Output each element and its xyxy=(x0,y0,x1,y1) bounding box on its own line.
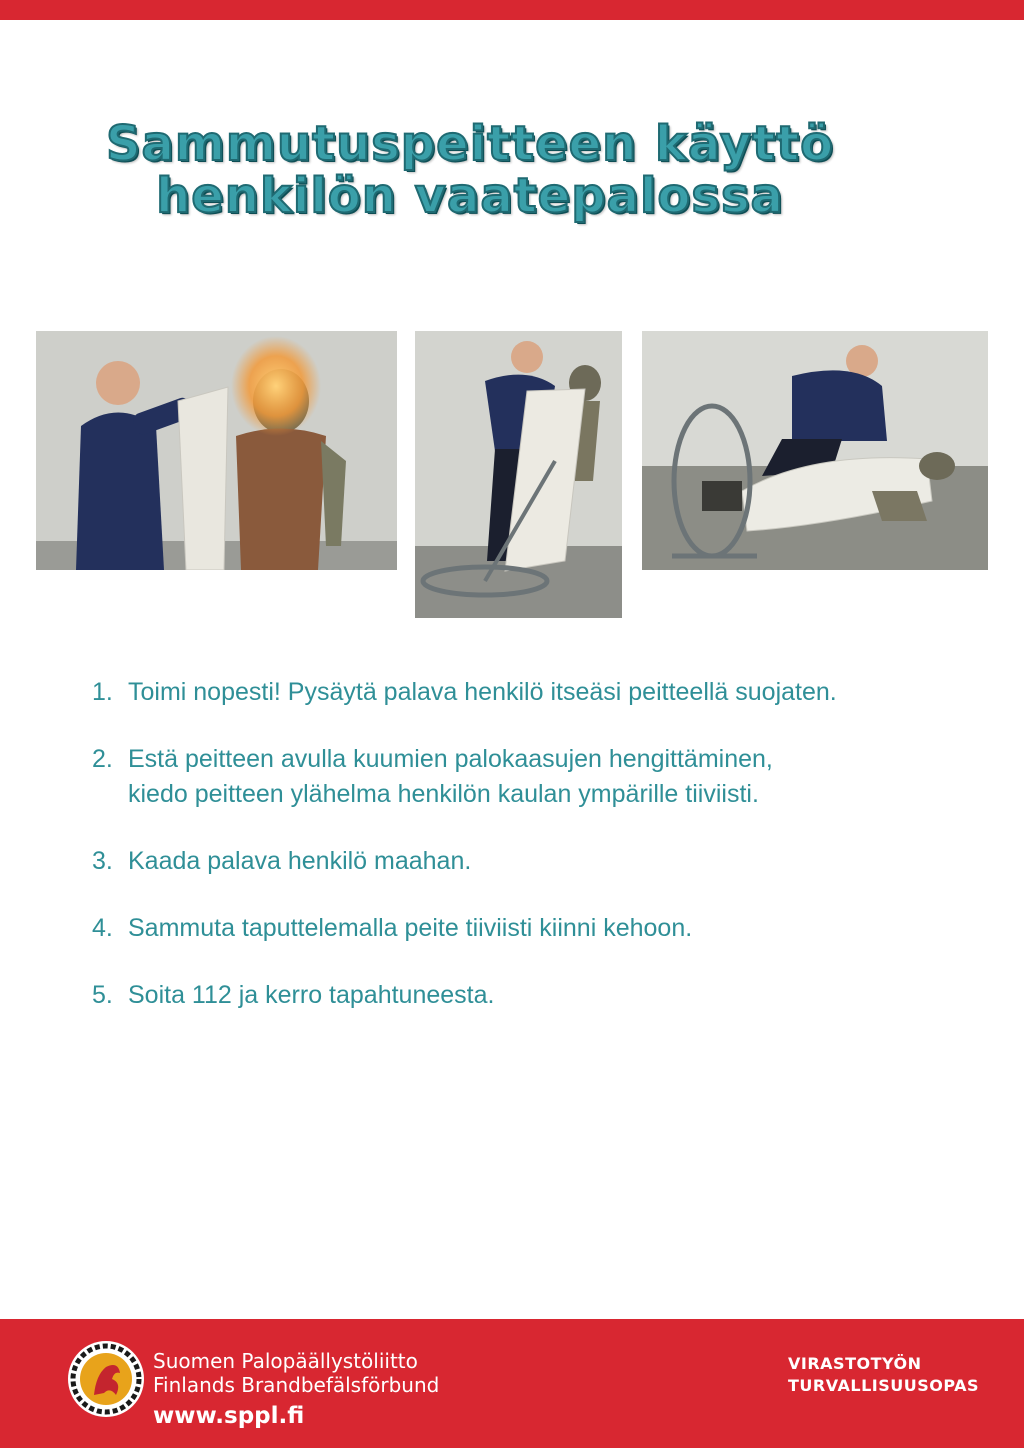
top-red-bar xyxy=(0,0,1024,20)
step-text xyxy=(128,844,972,879)
step-item xyxy=(92,675,972,710)
step-number: 2. xyxy=(92,745,113,773)
step-line: Soita 112 ja kerro tapahtuneesta. xyxy=(128,981,495,1009)
title-line-2: henkilön vaatepalossa xyxy=(156,168,784,224)
step-line: Estä peitteen avulla kuumien palokaasujen hengittäminen, xyxy=(128,745,773,773)
guide-line-2: TURVALLISUUSOPAS xyxy=(788,1376,980,1395)
photo-step-2-illustration xyxy=(415,331,622,618)
org-name-swedish: Finlands Brandbefälsförbund xyxy=(153,1373,440,1397)
org-website-link[interactable]: www.sppl.fi xyxy=(153,1403,305,1429)
footer-bar xyxy=(0,1319,1024,1448)
step-item xyxy=(92,844,972,879)
step-line: kiedo peitteen ylähelma henkilön kaulan ympärille tiiviisti. xyxy=(128,780,759,808)
guide-label xyxy=(788,1353,979,1397)
title-line-1: Sammutuspeitteen käyttö xyxy=(105,116,835,172)
page-title xyxy=(0,118,940,222)
org-name-finnish: Suomen Palopäällystöliitto xyxy=(153,1349,418,1373)
photo-step-1-illustration xyxy=(36,331,397,570)
step-line: Toimi nopesti! Pysäytä palava henkilö itseäsi peitteellä suojaten. xyxy=(128,678,837,706)
step-text xyxy=(128,675,972,710)
instruction-steps xyxy=(92,675,972,1045)
step-text xyxy=(128,742,972,812)
photo-step-3 xyxy=(642,331,988,570)
step-item xyxy=(92,742,972,812)
organization-block xyxy=(153,1349,439,1431)
step-item xyxy=(92,911,972,946)
step-item xyxy=(92,978,972,1013)
step-number: 1. xyxy=(92,678,113,706)
step-text xyxy=(128,911,972,946)
photo-step-1 xyxy=(36,331,397,570)
step-number: 4. xyxy=(92,914,113,942)
sppl-logo-icon xyxy=(66,1339,146,1419)
step-line: Kaada palava henkilö maahan. xyxy=(128,847,472,875)
guide-line-1: VIRASTOTYÖN xyxy=(788,1354,922,1373)
photo-step-2 xyxy=(415,331,622,618)
step-number: 5. xyxy=(92,981,113,1009)
step-line: Sammuta taputtelemalla peite tiiviisti kiinni kehoon. xyxy=(128,914,693,942)
photo-step-3-illustration xyxy=(642,331,988,570)
step-text xyxy=(128,978,972,1013)
step-number: 3. xyxy=(92,847,113,875)
